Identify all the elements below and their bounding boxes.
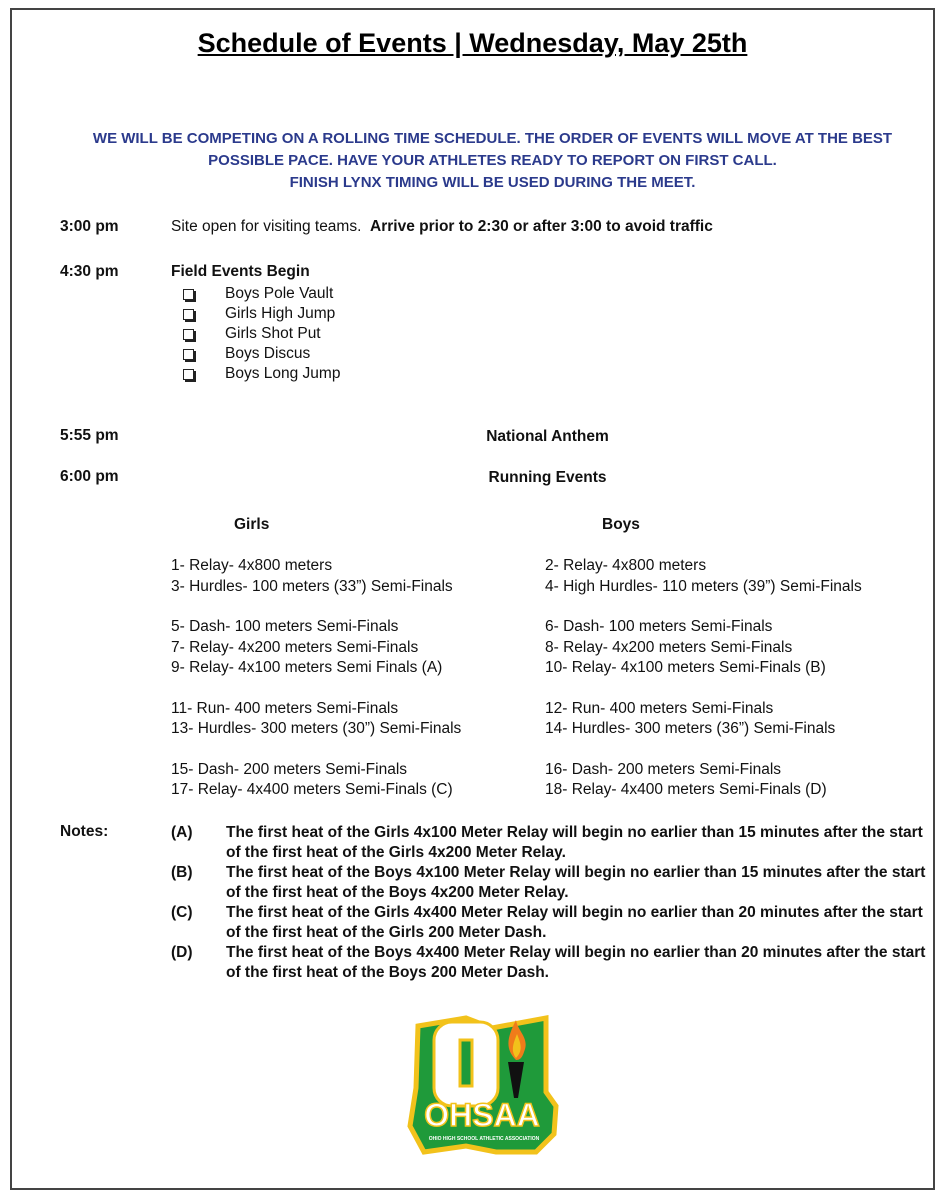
event-group	[171, 760, 461, 801]
field-event-label: Boys Long Jump	[225, 365, 341, 382]
notice-line: POSSIBLE PACE. HAVE YOUR ATHLETES READY TO REPORT ON FIRST CALL.	[208, 152, 777, 169]
event-group	[545, 760, 862, 801]
boys-events	[545, 556, 862, 821]
checkbox-icon	[183, 309, 194, 320]
checkbox-icon	[183, 349, 194, 360]
field-event-label: Boys Discus	[225, 345, 311, 362]
note-text: The first heat of the Boys 4x400 Meter Relay will begin no earlier than 20 minutes after the start of the first heat of the Boys 200 Meter Dash.	[226, 944, 926, 981]
list-item	[183, 324, 340, 344]
note-item	[171, 823, 926, 862]
checkbox-icon	[183, 289, 194, 300]
field-event-label: Girls High Jump	[225, 305, 336, 322]
time-anthem: 5:55 pm	[60, 427, 119, 444]
event-group	[171, 556, 461, 597]
note-letter: (B)	[171, 864, 193, 881]
event-group	[545, 556, 862, 597]
field-event-label: Boys Pole Vault	[225, 285, 334, 302]
event-row: 3- Hurdles- 100 meters (33”) Semi-Finals	[171, 577, 453, 595]
time-running: 6:00 pm	[60, 468, 119, 485]
notice-block	[0, 128, 945, 194]
event-row: 14- Hurdles- 300 meters (36”) Semi-Finals	[545, 720, 836, 737]
event-row: 12- Run- 400 meters Semi-Finals	[545, 699, 774, 717]
list-item	[183, 284, 340, 304]
event-row: 17- Relay- 4x400 meters Semi-Finals (C)	[171, 781, 453, 798]
note-letter: (C)	[171, 904, 193, 921]
event-row: 2- Relay- 4x800 meters	[545, 557, 707, 574]
event-row: 5- Dash- 100 meters Semi-Finals	[171, 618, 399, 635]
note-item	[171, 903, 926, 942]
note-text: The first heat of the Girls 4x100 Meter Relay will begin no earlier than 15 minutes after the start of the first heat of the Girls 4x200 Meter Relay.	[226, 824, 923, 861]
note-letter: (A)	[171, 824, 193, 841]
event-group	[171, 699, 461, 740]
page-title: Schedule of Events | Wednesday, May 25th	[197, 28, 748, 58]
event-row: 13- Hurdles- 300 meters (30”) Semi-Finals	[171, 720, 462, 737]
site-open-text	[171, 218, 713, 236]
site-open-plain: Site open for visiting teams.	[171, 218, 362, 235]
note-letter: (D)	[171, 944, 193, 961]
event-row: 7- Relay- 4x200 meters Semi-Finals	[171, 638, 419, 656]
checkbox-icon	[183, 369, 194, 380]
note-item	[171, 863, 926, 902]
field-events-heading: Field Events Begin	[171, 263, 310, 280]
event-row: 15- Dash- 200 meters Semi-Finals	[171, 760, 408, 778]
list-item	[183, 364, 340, 384]
note-text: The first heat of the Boys 4x100 Meter Relay will begin no earlier than 15 minutes after the start of the first heat of the Boys 4x200 Meter Relay.	[226, 864, 926, 901]
logo-wordmark: OHSAA	[424, 1097, 540, 1133]
event-row: 11- Run- 400 meters Semi-Finals	[171, 699, 399, 717]
boys-heading: Boys	[602, 516, 640, 533]
event-row: 8- Relay- 4x200 meters Semi-Finals	[545, 638, 793, 656]
notes-list	[171, 823, 926, 983]
event-group	[171, 617, 461, 679]
event-group	[545, 699, 862, 740]
event-row: 10- Relay- 4x100 meters Semi-Finals (B)	[545, 659, 826, 676]
note-item	[171, 943, 926, 982]
logo-tagline: OHIO HIGH SCHOOL ATHLETIC ASSOCIATION	[428, 1136, 540, 1142]
girls-events	[171, 556, 461, 821]
notice-line: FINISH LYNX TIMING WILL BE USED DURING THE MEET.	[289, 174, 696, 191]
note-text: The first heat of the Girls 4x400 Meter Relay will begin no earlier than 20 minutes after the start of the first heat of the Girls 200 Meter Dash.	[226, 904, 923, 941]
list-item	[183, 344, 340, 364]
event-row: 1- Relay- 4x800 meters	[171, 557, 333, 574]
list-item	[183, 304, 340, 324]
event-row: 9- Relay- 4x100 meters Semi Finals (A)	[171, 659, 443, 676]
ohsaa-logo	[396, 1006, 566, 1156]
notice-line: WE WILL BE COMPETING ON A ROLLING TIME SCHEDULE. THE ORDER OF EVENTS WILL MOVE AT THE BEST	[92, 130, 893, 147]
checkbox-icon	[183, 329, 194, 340]
field-events-list	[183, 284, 340, 384]
event-row: 16- Dash- 200 meters Semi-Finals	[545, 760, 782, 778]
girls-heading: Girls	[234, 516, 270, 533]
event-group	[545, 617, 862, 679]
running-heading: Running Events	[488, 469, 607, 486]
event-row: 4- High Hurdles- 110 meters (39”) Semi-Finals	[545, 577, 862, 595]
time-site-open: 3:00 pm	[60, 218, 119, 235]
anthem-heading: National Anthem	[486, 428, 609, 445]
notes-label: Notes:	[60, 823, 109, 840]
site-open-bold: Arrive prior to 2:30 or after 3:00 to avoid traffic	[370, 218, 713, 235]
time-field-events: 4:30 pm	[60, 263, 119, 280]
event-row: 6- Dash- 100 meters Semi-Finals	[545, 618, 773, 635]
field-event-label: Girls Shot Put	[225, 325, 321, 342]
event-row: 18- Relay- 4x400 meters Semi-Finals (D)	[545, 781, 827, 798]
